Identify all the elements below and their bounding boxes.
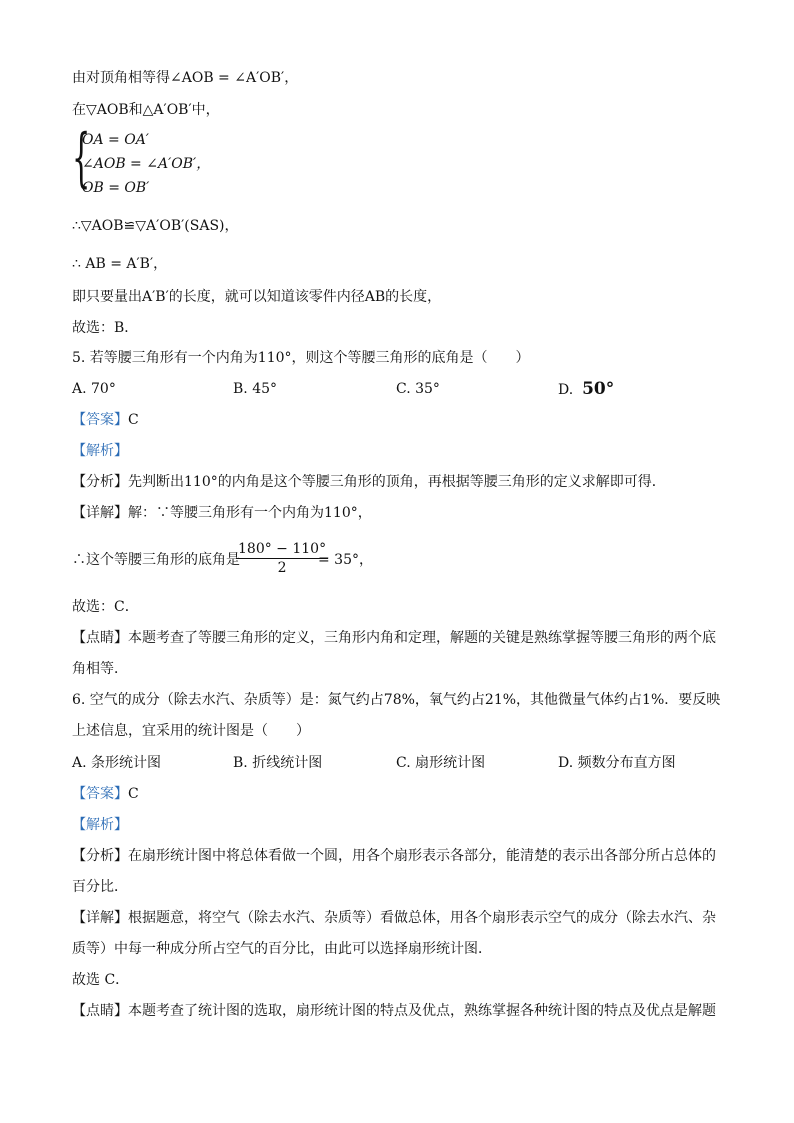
q6-fenxi-tag: 【分析】 [72,848,128,864]
q5-dianjing-line-2: 角相等． [72,661,128,677]
q6-choose: 故选 C． [72,972,130,988]
q6-xiangjie-text-1: 根据题意，将空气（除去水汽、杂质等）看做总体，用各个扇形表示空气的成分（除去水汽、杂 [128,910,716,926]
q6-option-d: D. 频数分布直方图 [558,755,676,771]
proof-line-in-triangles: 在▽AOB和△A′OB′中， [72,102,220,118]
q6-answer-tag: 【答案】 [72,786,128,802]
q6-option-c: C. 扇形统计图 [396,755,486,771]
left-brace: { [72,121,91,195]
q6-answer [72,784,139,804]
q6-fenxi [72,846,716,866]
proof-line-choose: 故选：B． [72,320,139,336]
q5-answer-tag: 【答案】 [72,412,128,428]
proof-line-congruent: ∴▽AOB≌▽A′OB′(SAS)， [72,218,239,234]
q5-option-b: B. 45° [233,381,278,397]
q5-xiangjie-text: 解：∵等腰三角形有一个内角为110°， [128,505,372,521]
q5-dianjing-text-1: 本题考查了等腰三角形的定义，三角形内角和定理，解题的关键是熟练掌握等腰三角形的两个底 [128,630,716,646]
proof-line-conclusion: 即只要量出A′B′的长度，就可以知道该零件内径AB的长度， [72,289,442,305]
q5-answer-value: C [128,412,139,428]
q5-option-d-label: D. [558,382,574,398]
q6-fenxi-line-2: 百分比． [72,879,128,895]
q6-dianjing-tag: 【点睛】 [72,1003,128,1019]
q6-option-b: B. 折线统计图 [233,755,323,771]
q5-option-a: A. 70° [72,381,116,397]
system-row-3: OB = OB′ [82,180,150,196]
q6-xiangjie-line-2: 质等）中每一种成分所占空气的百分比，由此可以选择扇形统计图． [72,941,492,957]
equation-system [72,121,272,200]
q5-fraction-denominator: 2 [277,560,287,576]
q6-stem-line-1: 6. 空气的成分（除去水汽、杂质等）是：氮气约占78%，氧气约占21%，其他微量气体约占1%．要反映 [72,692,721,708]
q5-calc-result: = 35°， [318,552,373,568]
q6-answer-value: C [128,786,139,802]
q6-stem-line-2: 上述信息，宜采用的统计图是（ ） [72,723,310,739]
q5-option-d-value: 50° [582,379,615,399]
q5-dianjing-tag: 【点睛】 [72,630,128,646]
q6-dianjing-text-1: 本题考查了统计图的选取，扇形统计图的特点及优点，熟练掌握各种统计图的特点及优点是解题 [128,1003,716,1019]
q5-fenxi-tag: 【分析】 [72,474,128,490]
q5-analysis-heading: 【解析】 [72,443,128,459]
system-row-2: ∠AOB = ∠A′OB′， [82,156,211,172]
q5-calc-prefix: ∴这个等腰三角形的底角是 [72,552,240,568]
proof-line-vertical-angles: 由对顶角相等得∠AOB = ∠A′OB′， [72,70,299,86]
q5-fenxi [72,472,666,492]
q5-option-d [558,379,614,400]
q5-option-c: C. 35° [396,381,440,397]
q6-xiangjie [72,908,716,928]
q5-fenxi-text: 先判断出110°的内角是这个等腰三角形的顶角，再根据等腰三角形的定义求解即可得． [128,474,666,490]
q5-dianjing [72,628,716,648]
q6-option-a: A. 条形统计图 [72,755,162,771]
q6-dianjing [72,1001,716,1021]
q5-fraction [236,540,328,577]
q5-stem: 5. 若等腰三角形有一个内角为110°，则这个等腰三角形的底角是（ ） [72,350,530,366]
system-row-1: OA = OA′ [82,132,149,148]
q5-answer [72,410,139,430]
q5-xiangjie-tag: 【详解】 [72,505,128,521]
q5-choose: 故选：C． [72,599,139,615]
proof-line-ab-equals: ∴ AB = A′B′， [72,256,168,272]
q5-fraction-numerator: 180° − 110° [238,541,327,557]
q6-fenxi-text-1: 在扇形统计图中将总体看做一个圆，用各个扇形表示各部分，能清楚的表示出各部分所占总体的 [128,848,716,864]
q5-xiangjie [72,503,372,523]
q6-analysis-heading: 【解析】 [72,817,128,833]
q6-xiangjie-tag: 【详解】 [72,910,128,926]
